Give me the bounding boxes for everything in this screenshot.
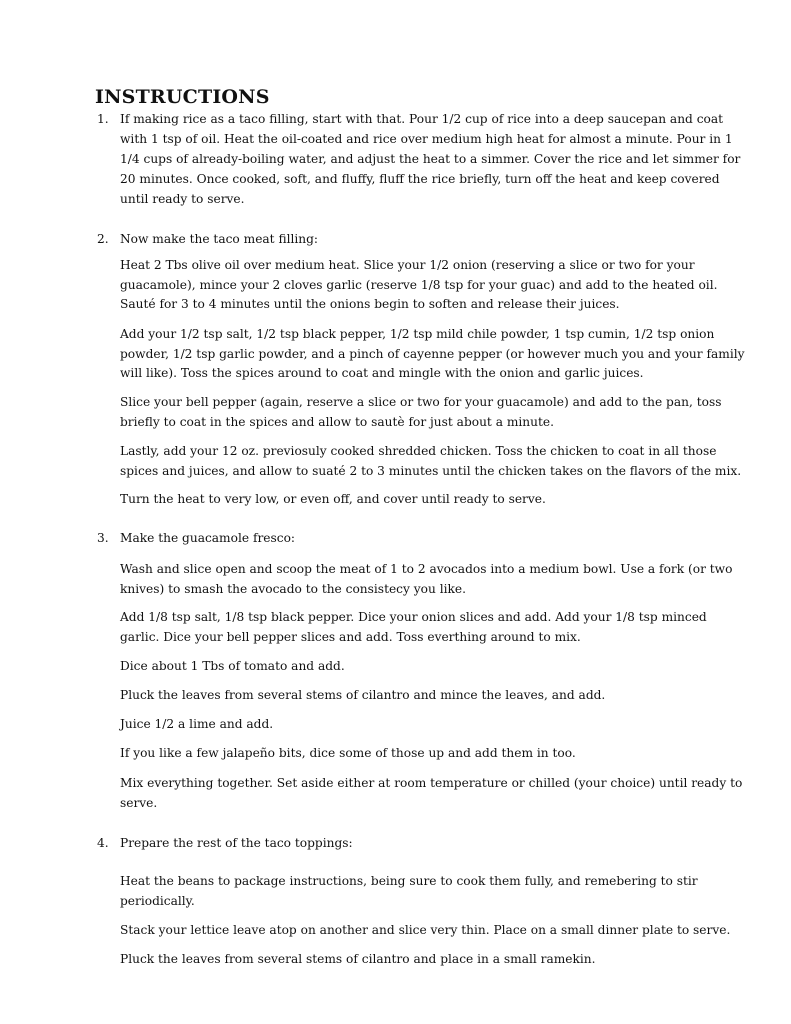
step-2-paragraph: Lastly, add your 12 oz. previosuly cooked shredded chicken. Toss the chicken to coat in all those spices and juices, and allow to suaté 2 to 3 minutes until the chicken takes on the flavors of the mix. <box>120 444 742 478</box>
step-2-paragraph: Turn the heat to very low, or even off, and cover until ready to serve. <box>120 492 546 506</box>
step-3-paragraph: Juice 1/2 a lime and add. <box>120 717 274 731</box>
step-number: 4. <box>97 836 109 850</box>
step-3-paragraph: If you like a few jalapeño bits, dice some of those up and add them in too. <box>120 746 576 760</box>
step-4-paragraph: Heat the beans to package instructions, being sure to cook them fully, and remebering to stir periodically. <box>120 874 698 908</box>
step-3-paragraph: Add 1/8 tsp salt, 1/8 tsp black pepper. Dice your onion slices and add. Add your 1/8 tsp minced garlic. Dice your bell pepper slices and add. Toss everthing around to mix. <box>120 610 707 644</box>
step-text: Make the guacamole fresco: <box>120 531 296 545</box>
step-2-paragraph: Heat 2 Tbs olive oil over medium heat. Slice your 1/2 onion (reserving a slice or two for your guacamole), mince your 2 cloves garlic (reserve 1/8 tsp for your guac) and add to the heated oil. Sauté for 3 to 4 minutes until the onions begin to soften and release their juices. <box>120 258 718 311</box>
page-title: INSTRUCTIONS <box>95 86 270 108</box>
step-text: Prepare the rest of the taco toppings: <box>120 836 353 850</box>
step-3-paragraph: Dice about 1 Tbs of tomato and add. <box>120 659 345 673</box>
step-3-paragraph: Wash and slice open and scoop the meat of 1 to 2 avocados into a medium bowl. Use a fork (or two knives) to smash the avocado to the consistecy you like. <box>120 562 733 596</box>
step-text: If making rice as a taco filling, start with that. Pour 1/2 cup of rice into a deep saucepan and coat with 1 tsp of oil. Heat the oil-coated and rice over medium high heat for almost a minute. Pour in 1 1/4 cups of already-boiling water, and adjust the heat to a simmer. Cover the rice and let simmer for 20 minutes. Once cooked, soft, and fluffy, fluff the rice briefly, turn off the heat and keep covered until ready to serve. <box>120 112 741 206</box>
step-3-paragraph: Mix everything together. Set aside either at room temperature or chilled (your choice) until ready to serve. <box>120 776 743 810</box>
step-number: 3. <box>97 531 109 545</box>
step-number: 1. <box>97 112 109 126</box>
step-text: Now make the taco meat filling: <box>120 232 319 246</box>
step-number: 2. <box>97 232 109 246</box>
step-3-paragraph: Pluck the leaves from several stems of cilantro and mince the leaves, and add. <box>120 688 606 702</box>
step-2-paragraph: Slice your bell pepper (again, reserve a slice or two for your guacamole) and add to the pan, toss briefly to coat in the spices and allow to sautè for just about a minute. <box>120 395 722 429</box>
step-4-paragraph: Pluck the leaves from several stems of cilantro and place in a small ramekin. <box>120 952 596 966</box>
step-2-paragraph: Add your 1/2 tsp salt, 1/2 tsp black pepper, 1/2 tsp mild chile powder, 1 tsp cumin, 1/2 tsp onion powder, 1/2 tsp garlic powder, and a pinch of cayenne pepper (or however much you and your family will like). Toss the spices around to coat and mingle with the onion and garlic juices. <box>120 327 745 380</box>
step-4-paragraph: Stack your lettice leave atop on another and slice very thin. Place on a small dinner plate to serve. <box>120 923 731 937</box>
